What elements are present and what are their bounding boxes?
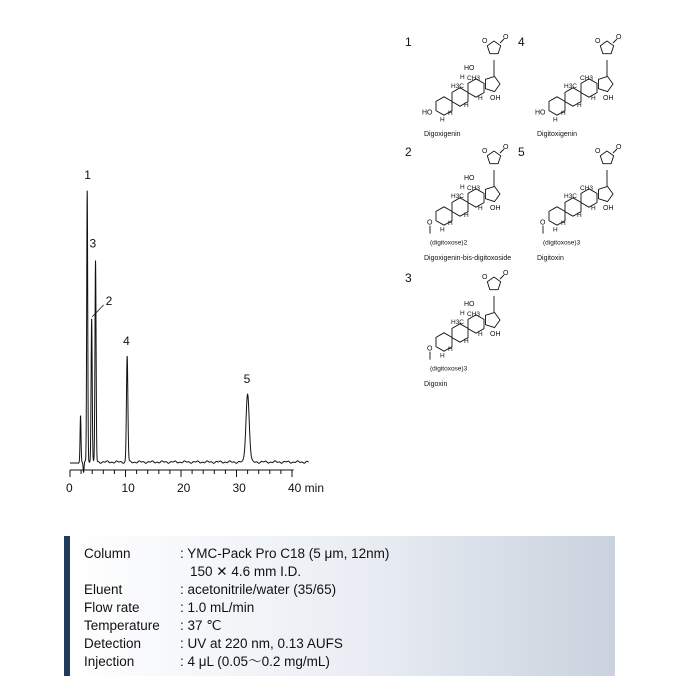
lactone-ring [487,277,500,290]
condition-row-temperature [84,617,221,635]
atom-label: H [448,110,453,117]
atom-label: O [595,148,601,155]
atom-label: O [616,144,622,151]
compound-name: Digitoxigenin [537,131,578,138]
atom-label: H3C [564,193,578,200]
atom-label: O [426,219,433,227]
atom-label: O [503,34,509,41]
atom-label: H [478,95,483,102]
condition-value: : UV at 220 nm, 0.13 AUFS [180,636,343,651]
condition-value: : 1.0 mL/min [180,600,255,615]
lactone-ring [487,41,500,54]
condition-label: Detection [84,636,142,651]
atom-label: CH3 [467,185,481,192]
ring-d [599,76,614,91]
x-tick-label: 0 [66,481,73,495]
atom-label: H [561,220,566,227]
atom-label: HO [464,65,475,72]
condition-label: Injection [84,654,135,669]
condition-value: 150 ✕ 4.6 mm I.D. [190,564,302,579]
atom-label: H [439,116,445,124]
sugar-label: (digitoxose)3 [542,239,581,247]
ring-d [486,186,501,201]
condition-row-column [84,545,389,563]
atom-label: O [482,274,488,281]
atom-label: H [448,346,453,353]
atom-label: O [482,148,488,155]
atom-label: H3C [451,319,465,326]
peak-label: 3 [89,236,97,251]
atom-label: H [478,205,483,212]
atom-label: H [561,110,566,117]
structure-number: 4 [518,35,525,49]
peak-label: 1 [84,168,91,182]
atom-label: OH [603,205,614,212]
atom-label: H [591,205,596,212]
atom-label: H [460,310,465,317]
atom-label: H3C [564,83,578,90]
atom-label: H [464,102,469,109]
atom-label: H [591,95,596,102]
compound-name: Digoxin [424,381,448,388]
atom-label: O [616,34,622,41]
condition-row-injection [84,653,330,671]
ring-d [486,312,501,327]
condition-row-eluent [84,581,336,599]
atom-label: H [577,102,582,109]
x-tick-label: 30 [232,481,246,495]
atom-label: O [426,345,433,353]
structure-digoxigenin-bis-digitoxoside [405,144,511,262]
atom-label: H [464,338,469,345]
atom-label: OH [490,205,501,212]
condition-value: : 4 μL (0.05〜0.2 mg/mL) [180,654,330,669]
structure-number: 1 [405,35,412,49]
atom-label: H [439,352,445,360]
atom-label: H [460,184,465,191]
condition-label: Column [84,546,131,561]
condition-row-flow-rate [84,599,254,617]
structure-digoxigenin [405,34,509,138]
atom-label: O [482,38,488,45]
atom-label: H [478,331,483,338]
condition-value: : YMC-Pack Pro C18 (5 μm, 12nm) [180,546,390,561]
atom-label: OH [490,331,501,338]
atom-label: O [503,144,509,151]
compound-name: Digoxigenin-bis-digitoxoside [424,255,512,262]
structure-number: 3 [405,271,412,285]
x-tick-label: 10 [121,481,135,495]
atom-label: OH [603,95,614,102]
structure-digitoxin [518,144,622,262]
atom-label: O [503,270,509,277]
atom-label: H3C [451,83,465,90]
structure-digitoxigenin [518,34,622,138]
atom-label: H [577,212,582,219]
sugar-label: (digitoxose)3 [429,365,468,373]
lactone-ring [600,151,613,164]
atom-label: CH3 [467,311,481,318]
structure-number: 5 [518,145,525,159]
compound-name: Digitoxin [537,255,564,262]
atom-label: H [464,212,469,219]
atom-label: H [460,74,465,81]
atom-label: H3C [451,193,465,200]
condition-row-column-dims [84,563,301,581]
atom-label: H [552,226,558,234]
atom-label: HO [464,301,475,308]
atom-label: H [552,116,558,124]
atom-label: O [539,219,546,227]
peak-label: 5 [243,372,251,386]
ring-d [486,76,501,91]
condition-label: Flow rate [84,600,140,615]
condition-row-detection [84,635,343,653]
atom-label: HO [534,109,546,117]
peak-label: 2 [105,293,113,308]
atom-label: H [439,226,445,234]
conditions-panel [64,536,615,676]
atom-label: OH [490,95,501,102]
sugar-label: (digitoxose)2 [429,239,468,247]
panel-accent-bar [64,536,70,676]
condition-value: : acetonitrile/water (35/65) [180,582,337,597]
x-tick-label: 20 [177,481,191,495]
atom-label: HO [464,175,475,182]
ring-d [599,186,614,201]
condition-label: Eluent [84,582,123,597]
lactone-ring [487,151,500,164]
atom-label: CH3 [467,75,481,82]
structure-number: 2 [405,145,412,159]
peak-label: 4 [123,333,130,348]
compound-name: Digoxigenin [424,131,461,138]
x-tick-label: 40 min [288,481,325,495]
atom-label: CH3 [580,185,594,192]
structure-digoxin [405,270,509,388]
condition-label: Temperature [84,618,160,633]
atom-label: O [595,38,601,45]
atom-label: CH3 [580,75,594,82]
atom-label: HO [421,109,433,117]
condition-value: : 37 ℃ [180,618,222,633]
lactone-ring [600,41,613,54]
atom-label: H [448,220,453,227]
